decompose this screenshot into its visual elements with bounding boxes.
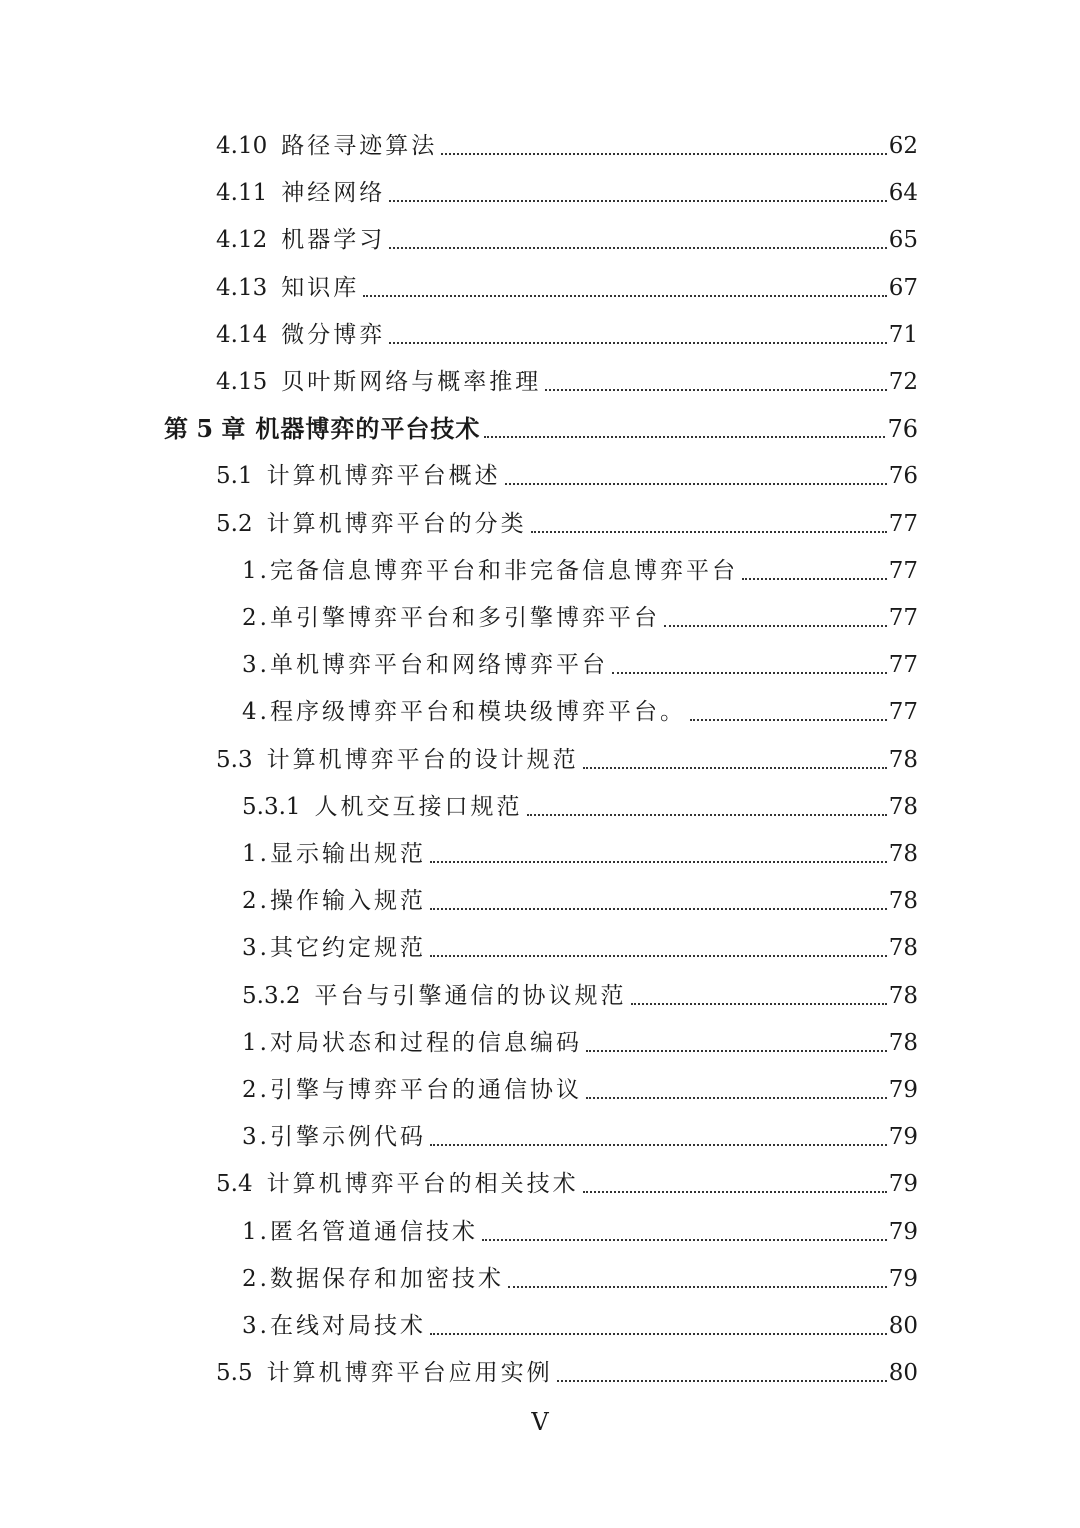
toc-entry-page: 78: [888, 746, 918, 773]
toc-entry[interactable]: [216, 126, 918, 166]
toc-entry-title: 贝叶斯网络与概率推理: [281, 369, 542, 395]
toc-entry-label: [216, 220, 385, 260]
toc-entry-page: 67: [888, 274, 918, 301]
dot-leader: [527, 814, 887, 816]
toc-entry-title: 1.完备信息博弈平台和非完备信息博弈平台: [242, 557, 738, 584]
toc-entry-title: 3.单机博弈平台和网络博弈平台: [242, 652, 608, 679]
toc-entry-label: [242, 1306, 426, 1346]
toc-entry[interactable]: [216, 740, 918, 780]
toc-entry-label: [242, 692, 686, 732]
toc-entry-page: 78: [888, 888, 918, 915]
toc-entry-page: 76: [887, 415, 918, 444]
dot-leader: [545, 389, 887, 391]
toc-entry[interactable]: [242, 598, 918, 638]
toc-entry-label: [216, 1353, 553, 1393]
toc-entry-label: [242, 645, 608, 685]
toc-entry[interactable]: [242, 787, 918, 827]
toc-entry[interactable]: [242, 1117, 918, 1157]
dot-leader: [586, 1050, 887, 1052]
toc-entry-number: 4.10: [216, 133, 268, 159]
toc-entry-title: 平台与引擎通信的协议规范: [314, 982, 627, 1009]
toc-entry[interactable]: [216, 220, 918, 260]
dot-leader: [583, 767, 887, 769]
toc-entry-page: 77: [888, 510, 918, 537]
toc-entry[interactable]: [242, 692, 918, 732]
dot-leader: [631, 1003, 887, 1005]
toc-entry-title: 计算机博弈平台概述: [266, 463, 501, 490]
toc-entry-title: 微分博弈: [281, 321, 386, 348]
toc-entry-page: 78: [888, 935, 918, 962]
toc-entry-label: [242, 551, 738, 591]
toc-entry-label: [216, 1164, 579, 1204]
toc-entry-title: 机器学习: [281, 227, 386, 254]
toc-entry[interactable]: [216, 315, 918, 355]
toc-entry-page: 78: [888, 1029, 918, 1056]
dot-leader: [389, 247, 887, 249]
toc-entry-page: 79: [888, 1171, 918, 1198]
toc-entry-label: [216, 173, 385, 213]
toc-entry-title: 4.程序级博弈平台和模块级博弈平台。: [242, 699, 686, 726]
toc-entry-title: 2.引擎与博弈平台的通信协议: [242, 1077, 582, 1103]
toc-entry-label: [216, 740, 579, 780]
toc-entry[interactable]: [242, 1212, 918, 1252]
toc-entry-label: [242, 1212, 478, 1252]
dot-leader: [441, 153, 887, 155]
dot-leader: [389, 342, 887, 344]
toc-entry-number: 4.15: [216, 369, 268, 395]
toc-entry[interactable]: [242, 1306, 918, 1346]
toc-entry-page: 77: [888, 557, 918, 584]
toc-entry-title: 2.数据保存和加密技术: [242, 1265, 504, 1292]
dot-leader: [508, 1286, 887, 1288]
toc-entry-number: 5.5: [216, 1360, 253, 1387]
toc-chapter-entry[interactable]: [164, 409, 918, 449]
toc-entry-title: 知识库: [281, 274, 360, 301]
toc-entry-title: 计算机博弈平台的相关技术: [266, 1171, 579, 1198]
toc-entry-page: 78: [888, 793, 918, 820]
toc-entry-title: 路径寻迹算法: [281, 133, 438, 159]
toc-entry-page: 76: [888, 463, 918, 490]
toc-entry-title: 计算机博弈平台的设计规范: [266, 746, 579, 773]
toc-entry-label: [242, 834, 426, 874]
toc-entry-number: 5.3.2: [242, 982, 301, 1009]
toc-entry[interactable]: [242, 1070, 918, 1110]
toc-entry-number: 4.14: [216, 321, 268, 348]
dot-leader: [583, 1191, 887, 1193]
toc-entry-page: 78: [888, 982, 918, 1009]
toc-entry-label: [242, 598, 660, 638]
toc-entry-number: 5.1: [216, 463, 253, 490]
toc-entry-page: 80: [888, 1313, 918, 1339]
toc-entry-title: 1.显示输出规范: [242, 841, 426, 867]
toc-entry-number: 4.12: [216, 227, 268, 254]
dot-leader: [430, 1333, 887, 1335]
toc-entry-page: 72: [888, 369, 918, 395]
toc-entry-page: 78: [888, 841, 918, 867]
toc-entry-page: 79: [888, 1077, 918, 1103]
toc-entry-page: 80: [888, 1360, 918, 1387]
dot-leader: [505, 483, 887, 485]
dot-leader: [664, 625, 887, 627]
toc-entry-number: 4.11: [216, 180, 268, 207]
toc-entry-page: 77: [888, 699, 918, 726]
toc-entry-label: [242, 881, 426, 921]
toc-entry-title: 1.对局状态和过程的信息编码: [242, 1029, 582, 1056]
toc-entry-title: 3.其它约定规范: [242, 935, 426, 962]
toc-entry-title: 2.操作输入规范: [242, 888, 426, 915]
toc-entry-page: 65: [888, 227, 918, 254]
toc-entry[interactable]: [216, 173, 918, 213]
toc-entry-page: 71: [888, 321, 918, 348]
toc-entry-title: 2.单引擎博弈平台和多引擎博弈平台: [242, 605, 660, 631]
toc-entry-title: 3.在线对局技术: [242, 1313, 426, 1339]
toc-entry-label: [242, 1070, 582, 1110]
toc-entry[interactable]: [216, 362, 918, 402]
toc-entry-label: [216, 456, 501, 496]
toc-entry-label: [216, 315, 385, 355]
dot-leader: [742, 578, 887, 580]
toc-entry-label: [242, 787, 523, 827]
toc-entry-label: [242, 1023, 582, 1063]
toc-entry-label: [216, 268, 359, 308]
toc-entry-number: 第 5 章: [164, 414, 246, 444]
toc-entry-label: [242, 928, 426, 968]
toc-entry-label: [242, 1259, 504, 1299]
toc-entry[interactable]: [216, 456, 918, 496]
toc-entry-title: 计算机博弈平台应用实例: [266, 1360, 553, 1387]
toc-entry[interactable]: [242, 551, 918, 591]
toc-entry[interactable]: [242, 645, 918, 685]
dot-leader: [430, 1144, 887, 1146]
toc-entry[interactable]: [242, 976, 918, 1016]
dot-leader: [531, 531, 887, 533]
toc-entry-page: 62: [888, 133, 918, 159]
toc-entry-number: 4.13: [216, 274, 268, 301]
page-number: V: [531, 1408, 549, 1436]
toc-entry[interactable]: [216, 1353, 918, 1393]
toc-entry[interactable]: [242, 928, 918, 968]
toc-entry-title: 机器博弈的平台技术: [255, 414, 481, 444]
toc-entry-page: 77: [888, 652, 918, 679]
toc-entry[interactable]: [242, 1259, 918, 1299]
toc-entry[interactable]: [216, 1164, 918, 1204]
toc-entry-title: 1.匿名管道通信技术: [242, 1218, 478, 1245]
toc-entry-label: [242, 1117, 426, 1157]
toc-entry[interactable]: [216, 268, 918, 308]
toc-entry-title: 计算机博弈平台的分类: [266, 510, 527, 537]
toc-entry[interactable]: [216, 504, 918, 544]
toc-entry[interactable]: [242, 1023, 918, 1063]
toc-entry-label: [216, 362, 541, 402]
dot-leader: [430, 908, 887, 910]
toc-entry-page: 79: [888, 1124, 918, 1151]
toc-entry[interactable]: [242, 834, 918, 874]
toc-entry-page: 77: [888, 605, 918, 631]
toc-entry-page: 79: [888, 1218, 918, 1245]
toc-entry-title: 3.引擎示例代码: [242, 1124, 426, 1151]
toc-entry-label: [216, 126, 437, 166]
toc-entry-label: [242, 976, 627, 1016]
toc-entry-number: 5.3: [216, 746, 253, 773]
toc-entry-title: 神经网络: [281, 180, 386, 207]
dot-leader: [586, 1097, 887, 1099]
toc-entry-number: 5.3.1: [242, 793, 301, 820]
dot-leader: [484, 436, 885, 438]
dot-leader: [430, 861, 887, 863]
dot-leader: [482, 1239, 887, 1241]
toc-entry-title: 人机交互接口规范: [314, 793, 523, 820]
dot-leader: [612, 672, 887, 674]
toc-entry[interactable]: [242, 881, 918, 921]
dot-leader: [389, 200, 887, 202]
dot-leader: [430, 955, 887, 957]
dot-leader: [690, 719, 887, 721]
dot-leader: [557, 1380, 887, 1382]
toc-entry-number: 5.4: [216, 1171, 253, 1198]
toc-entry-page: 64: [888, 180, 918, 207]
dot-leader: [363, 295, 887, 297]
toc-entry-label: [164, 409, 480, 449]
toc-entry-number: 5.2: [216, 510, 253, 537]
toc-entry-label: [216, 504, 527, 544]
toc-entry-page: 79: [888, 1265, 918, 1292]
